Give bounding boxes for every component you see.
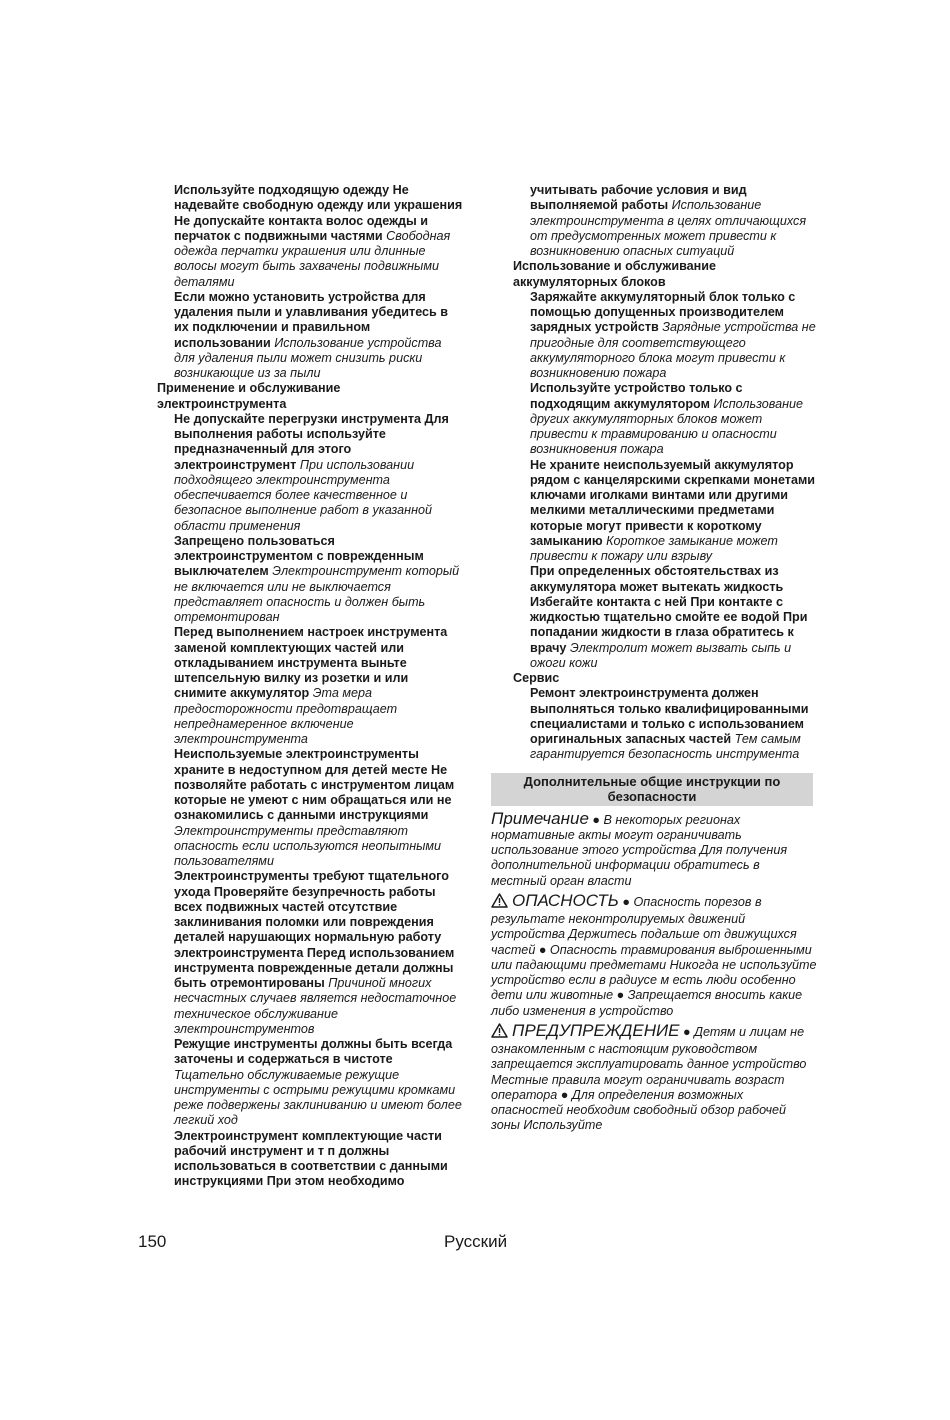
bold-text: Ремонт электроинструмента должен выполняться только квалифицированными специалистами и только с использованием оригинальных запасных частей bbox=[530, 686, 809, 746]
page-number: 150 bbox=[138, 1232, 167, 1251]
italic-text: Использование других аккумуляторных блоков может привести к травмированию и опасности возникновения пожара bbox=[530, 396, 804, 457]
note-text: ● В некоторых регионах нормативные акты могут ограничивать использование этого устройства Для получения дополнительной информации обратитесь в местный орган власти bbox=[491, 812, 788, 888]
bold-text: Перед выполнением настроек инструмента заменой комплектующих частей или откладыванием инструмента выньте штепсельную вилку из розетки и или снимите аккумулятор bbox=[174, 625, 448, 701]
left-paragraph-maintenance bbox=[174, 869, 463, 1037]
bold-text: Запрещено пользоваться электроинструментом с поврежденным выключателем bbox=[174, 533, 424, 579]
right-paragraph-conditions bbox=[530, 183, 818, 259]
italic-text: Использование электроинструмента в целях отличающихся от предусмотренных может привести к возникновению опасных ситуаций bbox=[530, 198, 807, 258]
note-keyword: Примечание bbox=[491, 808, 589, 828]
bold-text: Заряжайте аккумуляторный блок только с помощью допущенных производителем зарядных устройств bbox=[530, 289, 796, 335]
bold-text: Режущие инструменты должны быть всегда заточены и содержаться в чистоте bbox=[174, 1037, 453, 1067]
bold-text: Электроинструменты требуют тщательного ухода Проверяйте безупречность работы всех подвижных частей отсутствие заклинивания поломки или повреждения деталей нарушающих нормальную работу электроинструмента Перед использованием инструмента поврежденные детали должны быть отремонтированы bbox=[174, 869, 455, 990]
right-paragraph-service bbox=[530, 686, 818, 762]
danger-text: ● Опасность порезов в результате неконтролируемых движений устройства Держитесь подальше от движущихся частей ● Опасность травмирования выброшенными или падающими предметами Никогда не используйте устройство если в радиусе м есть люди особенно дети или животные ● Запрещается вносить какие либо изменения в устройство bbox=[491, 894, 817, 1018]
right-column bbox=[491, 183, 818, 1134]
right-paragraph-leakage bbox=[530, 564, 818, 671]
left-paragraph-accessories bbox=[174, 1129, 463, 1190]
italic-text: Тем самым гарантируется безопасность инструмента bbox=[530, 732, 801, 762]
italic-text: Эта мера предосторожности предотвращает непреднамеренное включение электроинструмента bbox=[174, 686, 398, 746]
italic-text: Причиной многих несчастных случаев является недостаточное техническое обслуживание электроинструментов bbox=[174, 976, 457, 1036]
note-block bbox=[491, 810, 818, 889]
italic-text: Свободная одежда перчатки украшения или длинные волосы могут быть захвачены подвижными деталями bbox=[174, 228, 451, 289]
bold-text: При определенных обстоятельствах из аккумулятора может вытекать жидкость Избегайте контакта с ней При контакте с жидкостью тщательно смойте ее водой При попадании жидкости в глаза обратитесь к врачу bbox=[530, 564, 808, 655]
section-title-additional-safety: Дополнительные общие инструкции по безопасности bbox=[491, 773, 813, 806]
section-heading-service: Сервис bbox=[513, 671, 560, 685]
right-paragraph-battery-storage bbox=[530, 458, 818, 565]
left-paragraph-dust bbox=[174, 290, 463, 382]
bold-text: Не храните неиспользуемый аккумулятор рядом с канцелярскими скрепками монетами ключами иголками винтами или другими мелкими металлическими предметами которые могут привести к короткому замыканию bbox=[530, 457, 816, 548]
footer-language: Русский bbox=[444, 1232, 508, 1251]
italic-text: Электролит может вызвать сыпь и ожоги кожи bbox=[530, 640, 792, 670]
bold-text: Используйте устройство только с подходящим аккумулятором bbox=[530, 381, 743, 411]
italic-text: Использование устройства для удаления пыли может снизить риски возникающие из за пыли bbox=[174, 335, 442, 380]
left-paragraph-overload bbox=[174, 412, 463, 534]
section-heading-tool-use: Применение и обслуживание электроинструмента bbox=[157, 381, 341, 411]
italic-text: Электроинструмент который не включается или не выключается представляет опасность и должен быть отремонтирован bbox=[174, 564, 460, 624]
warning-block bbox=[491, 1022, 818, 1134]
danger-keyword: ОПАСНОСТЬ bbox=[512, 890, 619, 910]
italic-text: Зарядные устройства не пригодные для соответствующего аккумуляторного блока могут привести к возникновению пожара bbox=[530, 320, 816, 380]
warning-text: ● Детям и лицам не ознакомленным с настоящим руководством запрещается эксплуатировать данное устройство Местные правила могут ограничивать возраст оператора ● Для определения возможных опасностей необходим свободный обзор рабочей зоны Используйте bbox=[491, 1024, 807, 1133]
left-column bbox=[157, 183, 463, 1190]
section-heading-battery: Использование и обслуживание аккумуляторных блоков bbox=[513, 259, 716, 289]
italic-text: Короткое замыкание может привести к пожару или взрыву bbox=[530, 533, 778, 563]
italic-text: Электроинструменты представляют опасность если используются неопытными пользователями bbox=[174, 823, 442, 868]
left-paragraph-unplug bbox=[174, 625, 463, 747]
left-paragraph-cutting-tools bbox=[174, 1037, 463, 1129]
warning-triangle-icon bbox=[491, 1023, 508, 1042]
warning-keyword: ПРЕДУПРЕЖДЕНИЕ bbox=[512, 1020, 680, 1040]
italic-text: Тщательно обслуживаемые режущие инструменты с острыми режущими кромками реже подвержены заклиниванию и имеют более легкий ход bbox=[174, 1067, 462, 1128]
left-paragraph-switch bbox=[174, 534, 463, 626]
bold-text: учитывать рабочие условия и вид выполняемой работы bbox=[530, 183, 747, 213]
right-paragraph-battery-fit bbox=[530, 381, 818, 457]
italic-text: При использовании подходящего электроинструмента обеспечивается более качественное и безопасное выполнение работ в указанной области применения bbox=[174, 457, 433, 533]
bold-text: Используйте подходящую одежду Не надевайте свободную одежду или украшения Не допускайте контакта волос одежды и перчаток с подвижными частями bbox=[174, 183, 463, 243]
right-paragraph-charger bbox=[530, 290, 818, 382]
danger-block bbox=[491, 892, 818, 1019]
left-paragraph-storage bbox=[174, 747, 463, 869]
warning-triangle-icon bbox=[491, 893, 508, 912]
left-paragraph-clothing bbox=[174, 183, 463, 290]
bold-text: Электроинструмент комплектующие части рабочий инструмент и т п должны использоваться в соответствии с данными инструкциями При этом необходимо bbox=[174, 1128, 448, 1189]
bold-text: Не допускайте перегрузки инструмента Для выполнения работы используйте предназначенный для этого электроинструмент bbox=[174, 411, 449, 472]
bold-text: Неиспользуемые электроинструменты храните в недоступном для детей месте Не позволяйте работать с инструментом лицам которые не умеют с ним обращаться или не ознакомились с данными инструкциями bbox=[174, 747, 455, 823]
bold-text: Если можно установить устройства для удаления пыли и улавливания убедитесь в их подключении и правильном использовании bbox=[174, 289, 449, 350]
